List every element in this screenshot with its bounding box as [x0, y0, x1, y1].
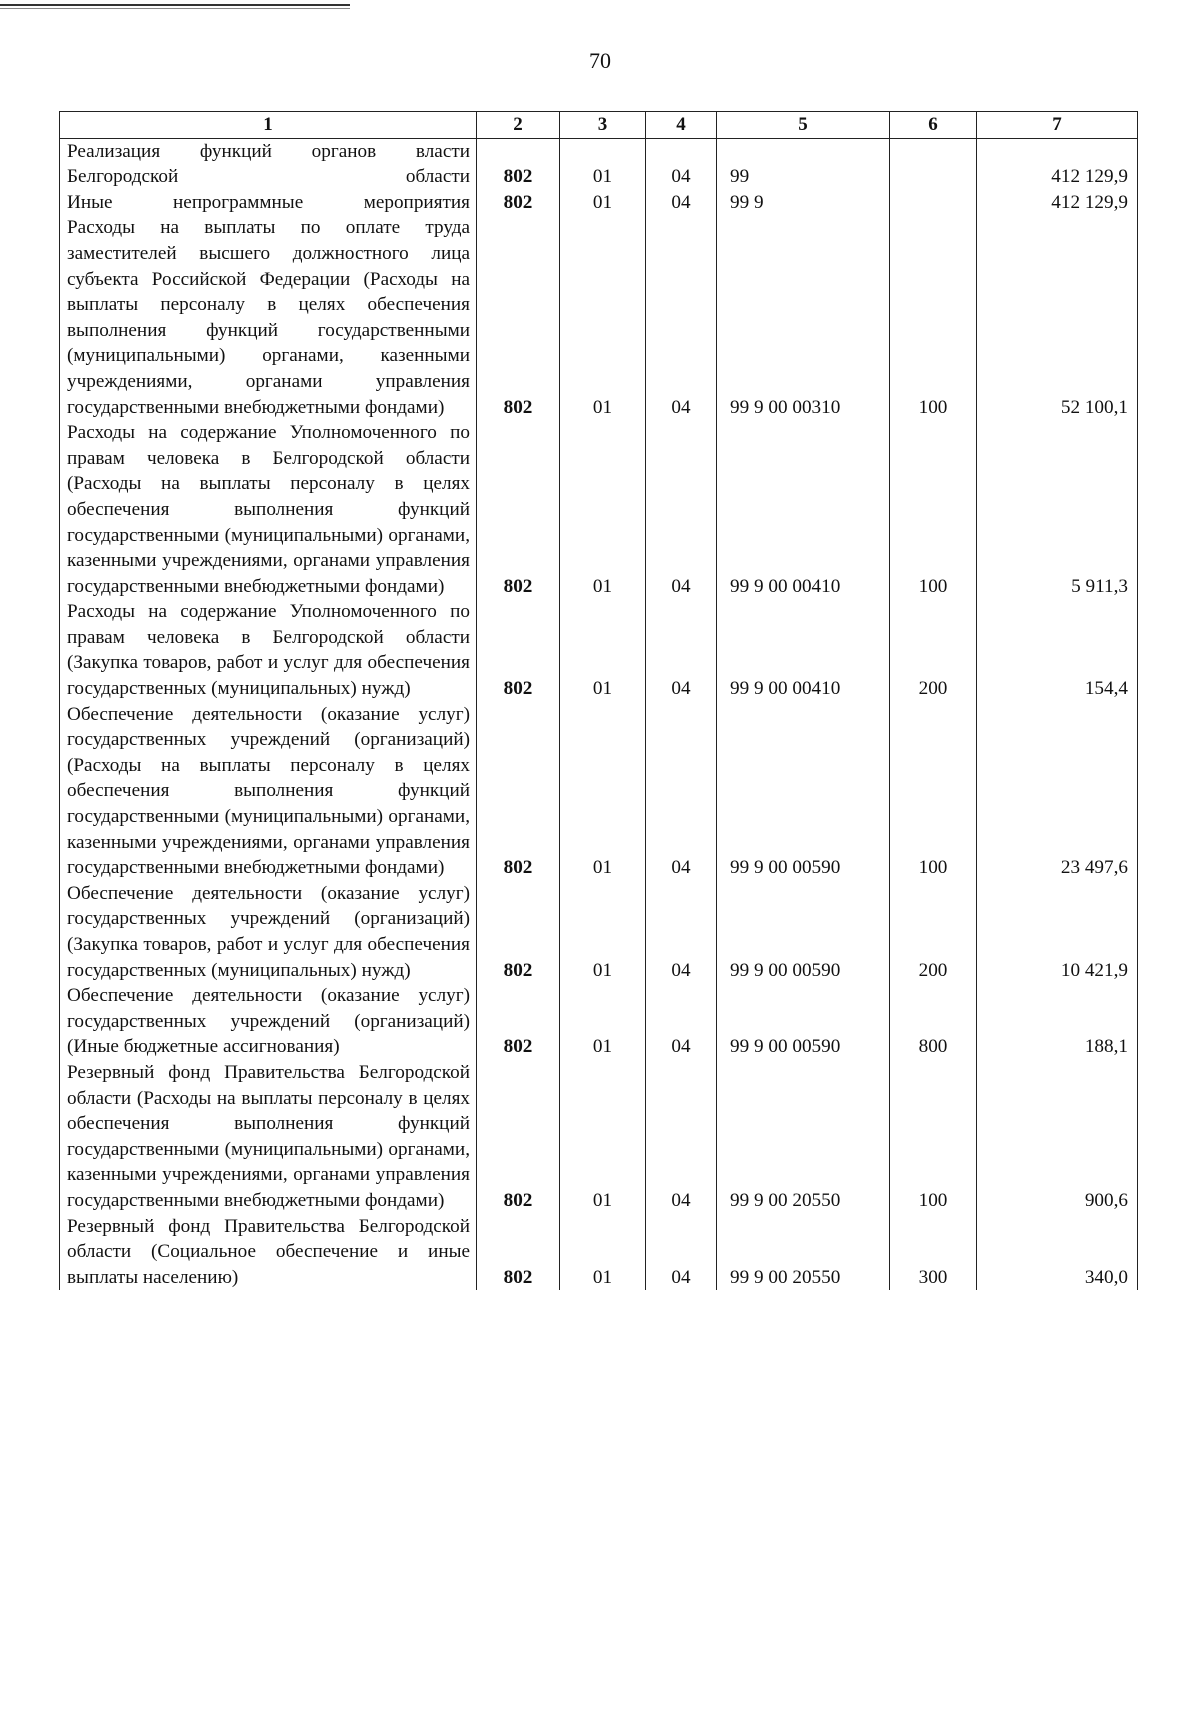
row-amount: 340,0 [977, 1214, 1138, 1291]
table-row [60, 599, 1138, 701]
row-description: Обеспечение деятельности (оказание услуг) государственных учреждений (организаций) (Закупка товаров, работ и услуг для обеспечения государственных (муниципальных) нужд) [60, 881, 477, 983]
row-expense-type: 100 [890, 1060, 977, 1214]
row-section: 01 [560, 983, 646, 1060]
row-target-article: 99 9 00 00310 [717, 215, 890, 420]
row-amount: 154,4 [977, 599, 1138, 701]
row-subsection: 04 [646, 881, 717, 983]
row-ministry-code: 802 [477, 190, 560, 216]
table-row [60, 1214, 1138, 1291]
row-section: 01 [560, 881, 646, 983]
row-description: Резервный фонд Правительства Белгородской области (Расходы на выплаты персоналу в целях обеспечения выполнения функций государственными (муниципальными) органами, казенными учреждениями, органами управления государственными внебюджетными фондами) [60, 1060, 477, 1214]
row-subsection: 04 [646, 420, 717, 599]
row-amount: 188,1 [977, 983, 1138, 1060]
row-amount: 5 911,3 [977, 420, 1138, 599]
row-amount: 412 129,9 [977, 138, 1138, 190]
row-subsection: 04 [646, 702, 717, 881]
row-subsection: 04 [646, 599, 717, 701]
row-expense-type: 200 [890, 599, 977, 701]
table-row [60, 138, 1138, 190]
row-expense-type: 100 [890, 702, 977, 881]
row-target-article: 99 9 00 20550 [717, 1060, 890, 1214]
row-target-article: 99 9 00 00590 [717, 983, 890, 1060]
row-target-article: 99 9 00 20550 [717, 1214, 890, 1291]
column-header: 5 [717, 112, 890, 139]
row-ministry-code: 802 [477, 138, 560, 190]
row-expense-type: 200 [890, 881, 977, 983]
row-section: 01 [560, 1060, 646, 1214]
row-target-article: 99 9 [717, 190, 890, 216]
row-target-article: 99 9 00 00410 [717, 420, 890, 599]
budget-table [59, 111, 1138, 1290]
row-subsection: 04 [646, 983, 717, 1060]
column-header: 6 [890, 112, 977, 139]
row-amount: 900,6 [977, 1060, 1138, 1214]
row-ministry-code: 802 [477, 420, 560, 599]
row-description: Реализация функций органов власти Белгородской области [60, 138, 477, 190]
header-row [60, 112, 1138, 139]
row-target-article: 99 9 00 00590 [717, 702, 890, 881]
row-expense-type: 100 [890, 420, 977, 599]
row-section: 01 [560, 190, 646, 216]
row-ministry-code: 802 [477, 599, 560, 701]
column-header: 7 [977, 112, 1138, 139]
column-header: 3 [560, 112, 646, 139]
row-subsection: 04 [646, 190, 717, 216]
row-ministry-code: 802 [477, 215, 560, 420]
row-section: 01 [560, 599, 646, 701]
row-target-article: 99 [717, 138, 890, 190]
row-expense-type [890, 138, 977, 190]
row-amount: 52 100,1 [977, 215, 1138, 420]
row-expense-type: 300 [890, 1214, 977, 1291]
row-ministry-code: 802 [477, 1214, 560, 1291]
table-row [60, 420, 1138, 599]
row-subsection: 04 [646, 1060, 717, 1214]
top-rule [0, 4, 350, 6]
table-row [60, 190, 1138, 216]
table-row [60, 702, 1138, 881]
row-subsection: 04 [646, 1214, 717, 1291]
row-description: Расходы на содержание Уполномоченного по правам человека в Белгородской области (Закупка товаров, работ и услуг для обеспечения государственных (муниципальных) нужд) [60, 599, 477, 701]
column-header: 2 [477, 112, 560, 139]
row-ministry-code: 802 [477, 1060, 560, 1214]
row-target-article: 99 9 00 00410 [717, 599, 890, 701]
row-description: Расходы на содержание Уполномоченного по правам человека в Белгородской области (Расходы на выплаты персоналу в целях обеспечения выполнения функций государственными (муниципальными) органами, казенными учреждениями, органами управления государственными внебюджетными фондами) [60, 420, 477, 599]
row-amount: 10 421,9 [977, 881, 1138, 983]
row-ministry-code: 802 [477, 881, 560, 983]
row-ministry-code: 802 [477, 983, 560, 1060]
row-description: Обеспечение деятельности (оказание услуг) государственных учреждений (организаций) (Иные бюджетные ассигнования) [60, 983, 477, 1060]
row-amount: 412 129,9 [977, 190, 1138, 216]
column-header: 4 [646, 112, 717, 139]
row-description: Иные непрограммные мероприятия [60, 190, 477, 216]
top-rule-thin [0, 8, 350, 9]
row-amount: 23 497,6 [977, 702, 1138, 881]
row-section: 01 [560, 1214, 646, 1291]
table-row [60, 983, 1138, 1060]
row-target-article: 99 9 00 00590 [717, 881, 890, 983]
row-description: Расходы на выплаты по оплате труда заместителей высшего должностного лица субъекта Российской Федерации (Расходы на выплаты персоналу в целях обеспечения выполнения функций государственными (муниципальными) органами, казенными учреждениями, органами управления государственными внебюджетными фондами) [60, 215, 477, 420]
column-header: 1 [60, 112, 477, 139]
row-subsection: 04 [646, 138, 717, 190]
row-description: Обеспечение деятельности (оказание услуг) государственных учреждений (организаций) (Расходы на выплаты персоналу в целях обеспечения выполнения функций государственными (муниципальными) органами, казенными учреждениями, органами управления государственными внебюджетными фондами) [60, 702, 477, 881]
row-section: 01 [560, 138, 646, 190]
row-ministry-code: 802 [477, 702, 560, 881]
row-section: 01 [560, 420, 646, 599]
row-expense-type: 100 [890, 215, 977, 420]
row-section: 01 [560, 215, 646, 420]
table-row [60, 1060, 1138, 1214]
table-row [60, 215, 1138, 420]
page-number: 70 [589, 48, 611, 73]
row-expense-type: 800 [890, 983, 977, 1060]
table-row [60, 881, 1138, 983]
row-subsection: 04 [646, 215, 717, 420]
row-description: Резервный фонд Правительства Белгородской области (Социальное обеспечение и иные выплаты населению) [60, 1214, 477, 1291]
row-expense-type [890, 190, 977, 216]
row-section: 01 [560, 702, 646, 881]
